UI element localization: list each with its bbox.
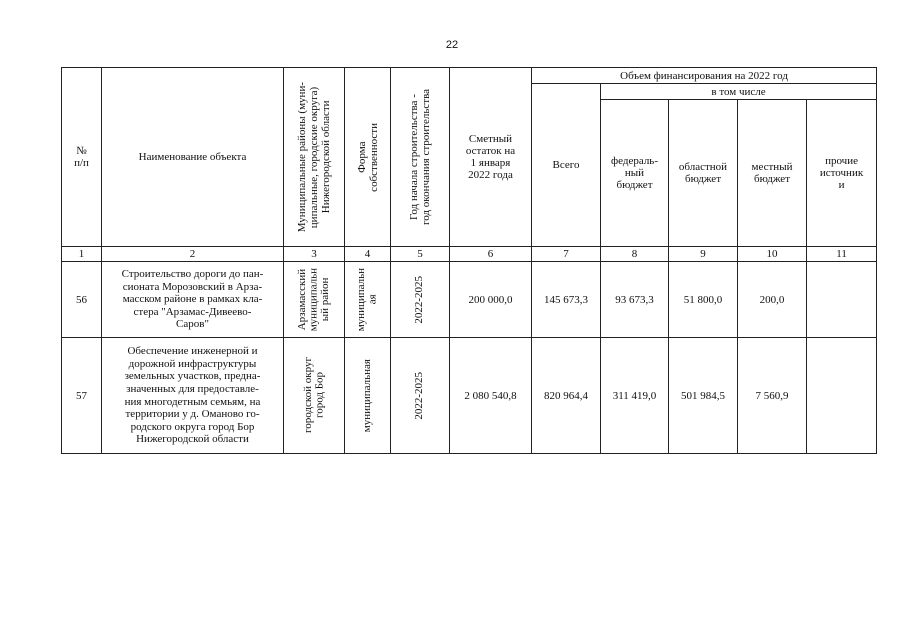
row-regional: 51 800,0	[669, 262, 738, 338]
header-funding: Объем финансирования на 2022 год	[532, 68, 877, 84]
header-num: № п/п	[62, 68, 102, 247]
header-other: прочие источник и	[807, 100, 877, 247]
col-number: 3	[284, 247, 345, 262]
page-number: 22	[445, 39, 459, 51]
row-years: 2022-2025	[391, 338, 450, 454]
header-regional: областной бюджет	[669, 100, 738, 247]
row-regional: 501 984,5	[669, 338, 738, 454]
table-row	[62, 338, 877, 454]
col-number: 9	[669, 247, 738, 262]
header-name: Наименование объекта	[102, 68, 284, 247]
header-balance: Сметный остаток на 1 января 2022 года	[450, 68, 532, 247]
row-ownership: муниципальная	[345, 338, 391, 454]
row-federal: 93 673,3	[601, 262, 669, 338]
header-local: местный бюджет	[738, 100, 807, 247]
col-number: 2	[102, 247, 284, 262]
col-number: 11	[807, 247, 877, 262]
row-municipal: городской округ город Бор	[284, 338, 345, 454]
col-number: 10	[738, 247, 807, 262]
financing-table	[61, 67, 877, 454]
row-municipal: Арзамасский муниципальн ый район	[284, 262, 345, 338]
header-years: Год начала строительства - год окончания строительства	[391, 68, 450, 247]
row-name: Обеспечение инженерной и дорожной инфраструктуры земельных участков, предна- значенных для предоставле- ния многодетным семьям, на территории у д. Оманово го- родского округа город Бор Нижегородской области	[102, 338, 284, 454]
row-local: 7 560,9	[738, 338, 807, 454]
column-numbers-row	[62, 247, 877, 262]
col-number: 4	[345, 247, 391, 262]
col-number: 7	[532, 247, 601, 262]
row-total: 145 673,3	[532, 262, 601, 338]
col-number: 1	[62, 247, 102, 262]
row-balance: 2 080 540,8	[450, 338, 532, 454]
row-ownership: муниципальн ая	[345, 262, 391, 338]
row-federal: 311 419,0	[601, 338, 669, 454]
row-other	[807, 338, 877, 454]
row-num: 57	[62, 338, 102, 454]
header-including: в том числе	[601, 84, 877, 100]
row-total: 820 964,4	[532, 338, 601, 454]
header-federal: федераль- ный бюджет	[601, 100, 669, 247]
header-total: Всего	[532, 84, 601, 247]
header-municipal: Муниципальные районы (муни- ципальные, городские округа) Нижегородской области	[284, 68, 345, 247]
header-row-1	[62, 68, 877, 84]
row-local: 200,0	[738, 262, 807, 338]
row-name: Строительство дороги до пан- сионата Морозовский в Арза- масском районе в рамках кла- стера "Арзамас-Дивеево- Саров"	[102, 262, 284, 338]
row-other	[807, 262, 877, 338]
row-years: 2022-2025	[391, 262, 450, 338]
col-number: 6	[450, 247, 532, 262]
header-ownership: Форма собственности	[345, 68, 391, 247]
row-balance: 200 000,0	[450, 262, 532, 338]
row-num: 56	[62, 262, 102, 338]
col-number: 5	[391, 247, 450, 262]
table-row	[62, 262, 877, 338]
col-number: 8	[601, 247, 669, 262]
